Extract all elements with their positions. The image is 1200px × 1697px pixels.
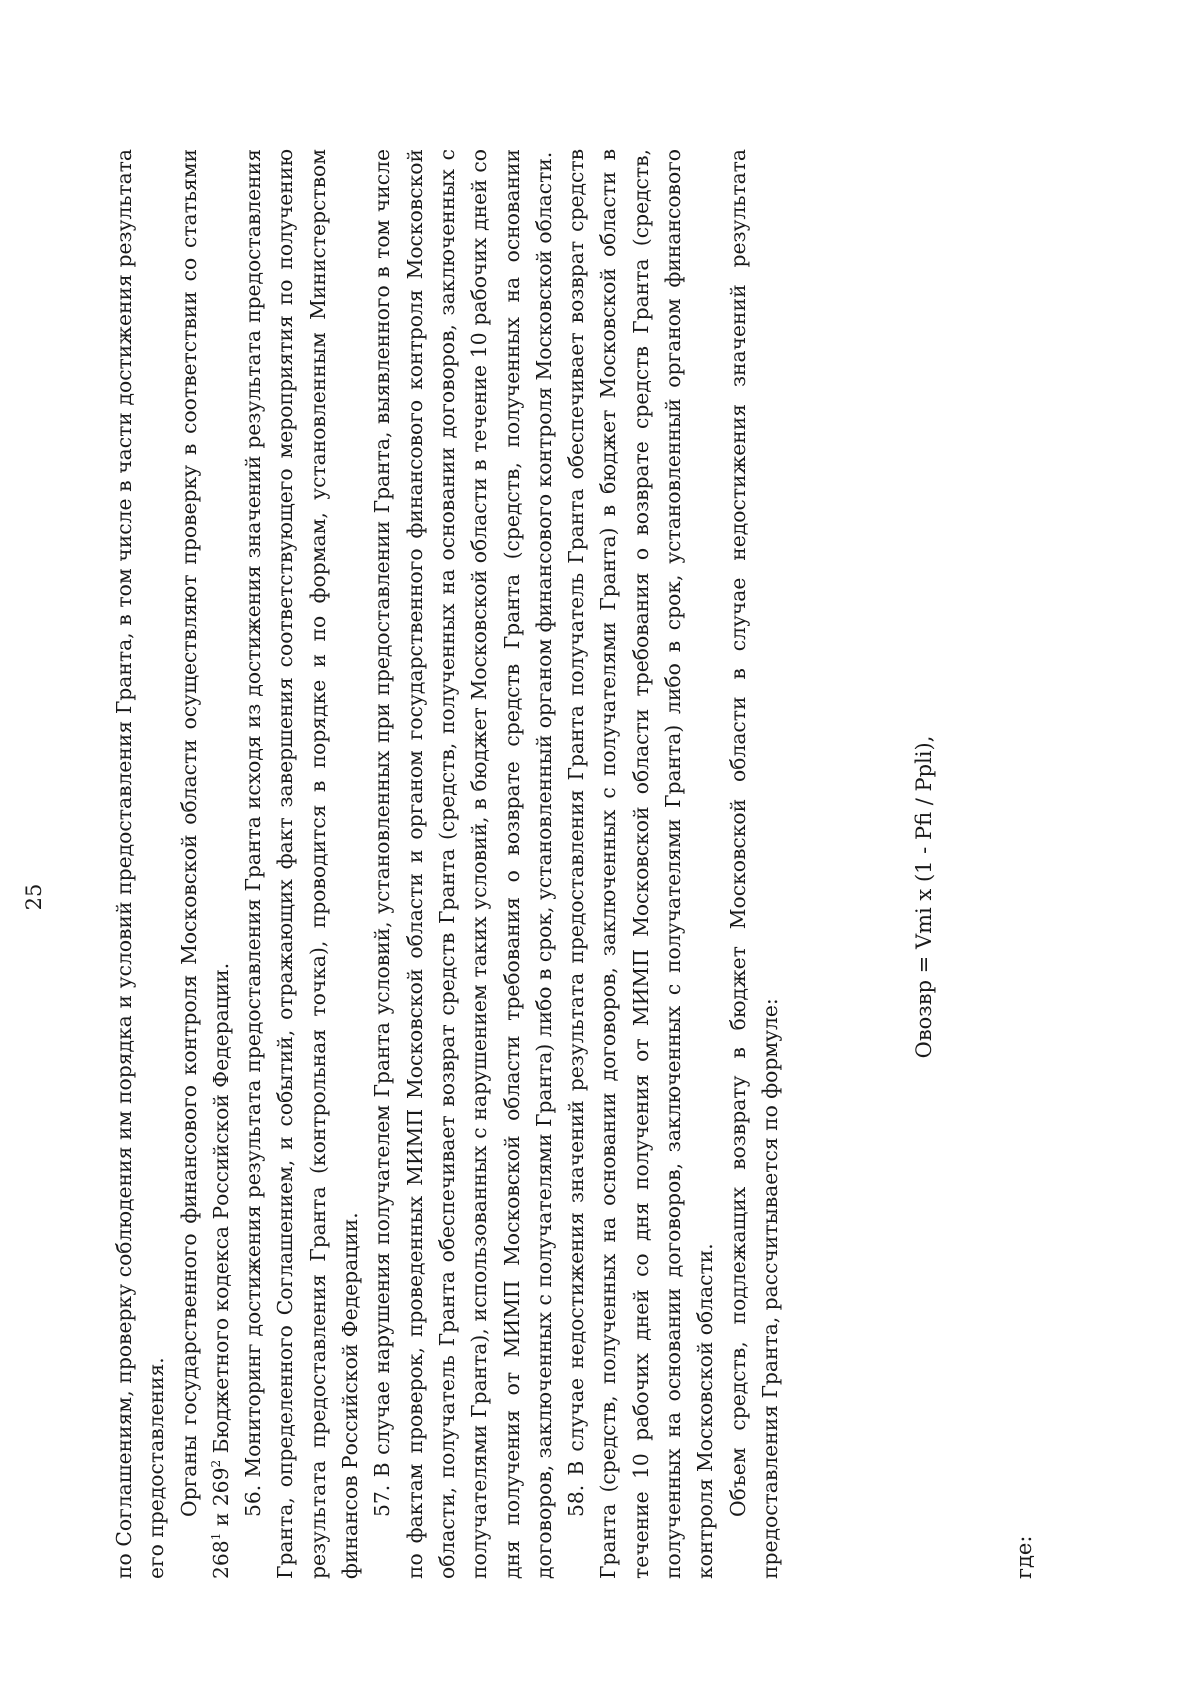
paragraph-57-violation: 57. В случае нарушения получателем Гранта условий, установленных при предоставлении Гранта, выявленного в том числе по фактам проверок, проведенных МИМП Московской области и органом государственного финансового контроля Московской области, получатель Гранта обеспечивает возврат средств Гранта (средств, полученных на основании договоров, заключенных с получателями Гранта), использованных с нарушением таких условий, в бюджет Московской области в течение 10 рабочих дней со дня получения от МИМП Московской области требования о возврате средств Гранта (средств, полученных на основании договоров, заключенных с получателями Гранта) либо в срок, установленный органом финансового контроля Московской области.	[370, 149, 556, 1579]
paragraph-control-organs	[173, 149, 238, 1579]
paragraph-56-monitoring: 56. Мониторинг достижения результата предоставления Гранта исходя из достижения значений результата предоставления Гранта, определенного Соглашением, и событий, отражающих факт завершения соответствующего мероприятия по получению результата предоставления Гранта (контрольная точка), проводится в порядке и по формам, установленным Министерством финансов Российской Федерации.	[241, 149, 363, 1579]
text-segment: Органы государственного финансового контроля Московской области осуществляют проверку в соответствии со статьями 268	[176, 149, 233, 1579]
text-segment: и 269	[208, 1467, 233, 1533]
paragraph-agreement-check: по Соглашениям, проверку соблюдения им порядка и условий предоставления Гранта, в том числе в части достижения результата его предоставления.	[112, 149, 169, 1579]
superscript: 1	[209, 1532, 224, 1541]
refund-formula: Овозвр = Vmi x (1 - Pfi / Ppli),	[912, 735, 936, 1059]
paragraph-refund-volume: Объем средств, подлежащих возврату в бюджет Московской области в случае недостижения значений результата предоставления Гранта, рассчитывается по формуле:	[725, 149, 782, 1579]
document-body	[108, 149, 786, 1579]
paragraph-58-non-achievement: 58. В случае недостижения значений результата предоставления Гранта получатель Гранта обеспечивает возврат средств Гранта (средств, полученных на основании договоров, заключенных с получателями Гранта) в бюджет Московской области в течение 10 рабочих дней со дня получения от МИМП Московской области требования о возврате средств Гранта (средств, полученных на основании договоров, заключенных с получателями Гранта) либо в срок, установленный органом финансового контроля Московской области.	[564, 149, 718, 1579]
page-number: 25	[22, 883, 46, 911]
text-segment: Бюджетного кодекса Российской Федерации.	[208, 962, 233, 1460]
rotated-document-page	[0, 97, 1080, 1697]
where-label: где:	[1012, 1535, 1036, 1579]
superscript: 2	[209, 1459, 224, 1468]
